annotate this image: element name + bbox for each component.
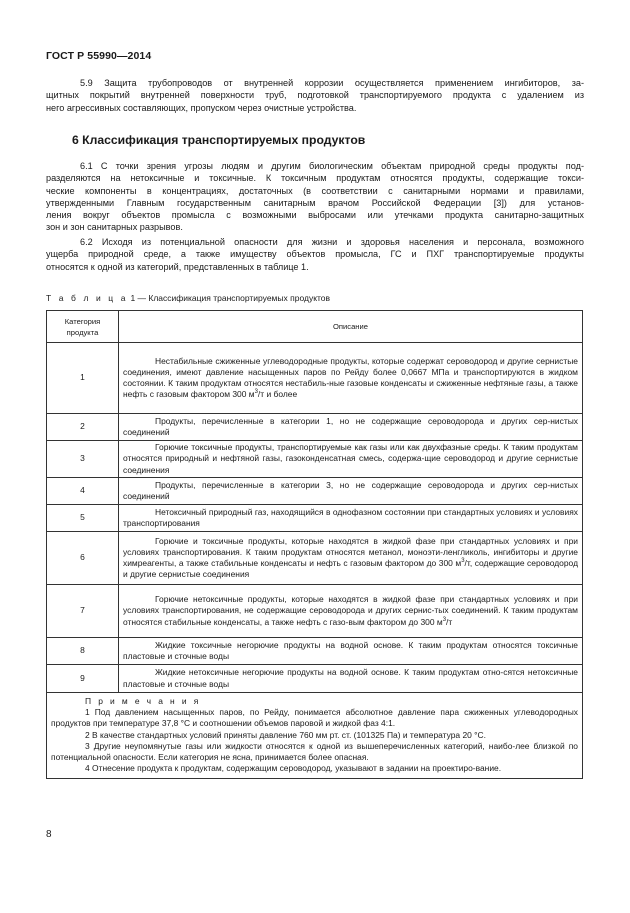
- table-caption: [46, 293, 330, 303]
- table-row: [47, 441, 583, 478]
- description-text-tail: /т и более: [257, 389, 298, 400]
- page-number: 8: [46, 829, 52, 840]
- paragraph-line: 6.1 С точки зрения угрозы людям и другим биологическим объектам природной среды продукты под-: [80, 161, 584, 171]
- description-text-tail: /т: [446, 616, 453, 627]
- document-code: ГОСТ Р 55990—2014: [46, 50, 152, 62]
- note-item: 1 Под давлением насыщенных паров, по Рейду, понимается абсолютное давление пара сжиженных углеводородных продуктов при температуре 37,8 °С и соотношении объемов паровой и жидкой фаз 4:1.: [51, 707, 578, 729]
- paragraph-line: ления вокруг объектов промысла с возможными выбросами или утечками продукта санитарно-защитных: [46, 210, 584, 221]
- description-superscript: 3: [254, 389, 258, 396]
- description-superscript: 3: [442, 616, 447, 623]
- paragraph-line: разделяются на нетоксичные и токсичные. К токсичным продуктам относятся продукты, содержащие токси-: [46, 173, 584, 184]
- column-header-category-line: Категория: [64, 316, 101, 326]
- paragraph-line: него агрессивных составляющих, пропуском через очистные устройства.: [46, 102, 357, 113]
- description-text: Нестабильные сжиженные углеводородные продукты, которые содержат сероводород и другие сернистые соединения, имеют давление насыщенных паров по Рейду более 0,0667 МПа и транспортируются в жидком состоянии. К таким продуктам относятся нестабиль-ные газовые конденсаты и сжиженные нефтяные газы, а также нефть с газовым фактором 300 м: [123, 355, 578, 400]
- paragraph-line: относятся к одной из категорий, представленных в таблице 1.: [46, 261, 309, 272]
- category-cell: 1: [47, 343, 119, 414]
- paragraph-5-9: [46, 77, 584, 114]
- description-text: Продукты, перечисленные в категории 1, но не содержащие сероводорода и других сер-нистых соединений: [123, 415, 578, 437]
- table-header-row: [47, 311, 583, 343]
- description-cell: [119, 505, 583, 532]
- category-cell: 3: [47, 441, 119, 478]
- paragraph-line: ущерба природной среде, а также имуществу объектов промысла, ГС и ПХГ транспортируемые продукты: [46, 249, 584, 260]
- description-text-tail: /т, содержащие сероводород и другие сернистые соединения: [123, 558, 578, 580]
- paragraph-6-1: [46, 160, 584, 234]
- table-caption-text: 1 — Классификация транспортируемых продуктов: [130, 293, 331, 303]
- note-item: 2 В качестве стандартных условий приняты давление 760 мм рт. ст. (101325 Па) и температура 20 °С.: [85, 729, 486, 740]
- table-row: [47, 585, 583, 638]
- classification-table: [46, 310, 583, 779]
- table-row: [47, 532, 583, 585]
- table-row: [47, 343, 583, 414]
- description-cell: [119, 441, 583, 478]
- paragraph-line: 5.9 Защита трубопроводов от внутренней коррозии осуществляется применением ингибиторов, за-: [80, 78, 584, 88]
- category-cell: 4: [47, 478, 119, 505]
- description-cell: [119, 343, 583, 414]
- description-text: Нетоксичный природный газ, находящийся в однофазном состоянии при стандартных условиях и условиях транспортирования: [123, 506, 578, 528]
- category-cell: 8: [47, 638, 119, 665]
- paragraph-line: зон и зон санитарных разрывов.: [46, 222, 183, 233]
- table-row: [47, 414, 583, 441]
- column-header-category: [47, 311, 119, 343]
- description-cell: [119, 585, 583, 638]
- table-row: [47, 505, 583, 532]
- category-cell: 6: [47, 532, 119, 585]
- section-title: 6 Классификация транспортируемых продуктов: [72, 133, 366, 147]
- description-superscript: 3: [461, 558, 465, 565]
- description-text: Горючие и токсичные продукты, которые находятся в жидкой фазе при стандартных условиях и при условиях транспортирования. К таким продуктам относятся метанол, моноэти-ленгликоль, ингибиторы и другие химреагенты, а также стабильные конденсаты и нефть с газовым фактором до 300 м: [123, 535, 578, 568]
- description-text: Жидкие нетоксичные негорючие продукты на водной основе. К таким продуктам отно-сятся нетоксичные пластовые и сточные воды: [123, 667, 578, 689]
- description-cell: [119, 414, 583, 441]
- paragraph-line: щитных покрытий внутренней поверхности труб, подготовкой транспортируемого продукта с удалением из: [46, 90, 584, 101]
- note-item: 4 Отнесение продукта к продуктам, содержащим сероводород, указывают в задании на проектиро-вание.: [85, 763, 502, 774]
- notes-cell: [47, 693, 583, 779]
- description-text: Жидкие токсичные негорючие продукты на водной основе. К таким продуктам относятся токсичные пластовые и сточные воды: [123, 639, 578, 661]
- paragraph-line: утвержденными Главным государственным санитарным врачом Российской Федерации [3]) для установ-: [46, 197, 584, 208]
- category-cell: 7: [47, 585, 119, 638]
- table-row: [47, 478, 583, 505]
- description-text: Горючие нетоксичные продукты, которые находятся в жидкой фазе при стандартных условиях и при условиях транспортирования, не содержащие сероводорода и других сернис-тых соединений. К таким продуктам относятся стабильные конденсаты, а также нефть с газо-вым фактором до 300 м: [123, 594, 578, 627]
- category-cell: 5: [47, 505, 119, 532]
- paragraph-6-2: [46, 236, 584, 273]
- description-cell: [119, 532, 583, 585]
- column-header-category-line: продукта: [66, 327, 99, 337]
- description-text: Продукты, перечисленные в категории 3, но не содержащие сероводорода и других сер-нистых соединений: [123, 479, 578, 501]
- table-row: [47, 638, 583, 665]
- description-cell: [119, 478, 583, 505]
- category-cell: 2: [47, 414, 119, 441]
- category-cell: 9: [47, 665, 119, 693]
- paragraph-line: ческие компоненты в концентрациях, достаточных (в соответствии с санитарными нормами и правилами,: [46, 185, 584, 196]
- note-item: 3 Другие неупомянутые газы или жидкости относятся к одной из вышеперечисленных категорий, наибо-лее близкой по потенциальной опасности. Если категория не ясна, принимается более опасная.: [51, 740, 578, 763]
- description-cell: [119, 665, 583, 693]
- table-caption-label: Т а б л и ц а: [46, 293, 129, 303]
- notes-title: П р и м е ч а н и я: [85, 696, 201, 706]
- paragraph-line: 6.2 Исходя из потенциальной опасности для жизни и здоровья населения и персонала, возможного: [80, 237, 584, 247]
- notes-row: [47, 693, 583, 779]
- column-header-description: Описание: [119, 311, 583, 343]
- description-cell: [119, 638, 583, 665]
- table-row: [47, 665, 583, 693]
- description-text: Горючие токсичные продукты, транспортируемые как газы или как двухфазные среды. К таким продуктам относятся природный и нефтяной газы, газоконденсатная смесь, содержа-щие сероводород и другие сернистые соединения: [123, 442, 578, 475]
